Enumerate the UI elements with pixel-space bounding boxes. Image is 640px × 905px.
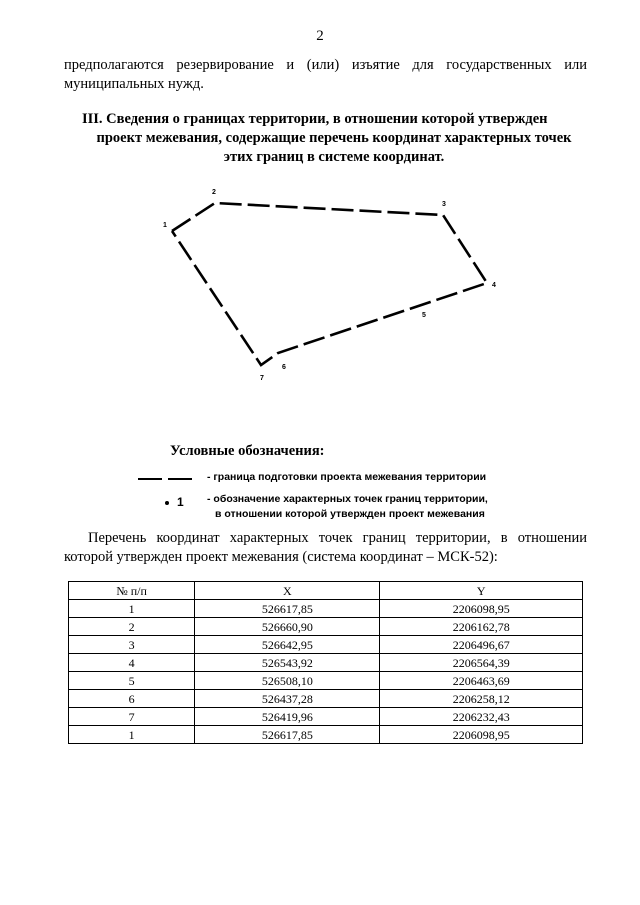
- cell-number: 1: [69, 600, 195, 618]
- point-dot-icon: [165, 501, 169, 505]
- section-heading-line-1: III. Сведения о границах территории, в отношении которой утвержден: [82, 111, 548, 127]
- table-row: [69, 618, 583, 636]
- cell-y: 2206496,67: [380, 636, 583, 654]
- legend-boundary-text: - граница подготовки проекта межевания территории: [207, 471, 487, 483]
- table-row: [69, 726, 583, 744]
- point-symbol-label: 1: [177, 495, 184, 509]
- cell-number: 2: [69, 618, 195, 636]
- section-heading-line-3: этих границ в системе координат.: [223, 149, 445, 165]
- intro-paragraph: предполагаются резервирование и (или) изъятие для государственных или муниципальных нужд.: [64, 57, 587, 92]
- cell-x: 526660,90: [195, 618, 380, 636]
- table-row: [69, 600, 583, 618]
- cell-number: 5: [69, 672, 195, 690]
- legend-points-text: [207, 492, 537, 522]
- cell-y: 2206098,95: [380, 600, 583, 618]
- header-y: Y: [380, 582, 583, 600]
- point-label-6: 6: [282, 364, 286, 371]
- legend-points-line-2: в отношении которой утвержден проект межевания: [215, 508, 485, 520]
- cell-number: 7: [69, 708, 195, 726]
- point-label-4: 4: [492, 282, 496, 289]
- cell-x: 526642,95: [195, 636, 380, 654]
- table-row: [69, 690, 583, 708]
- table-row: [69, 654, 583, 672]
- cell-x: 526508,10: [195, 672, 380, 690]
- cell-number: 3: [69, 636, 195, 654]
- cell-y: 2206463,69: [380, 672, 583, 690]
- boundary-line: [172, 203, 487, 365]
- cell-x: 526617,85: [195, 726, 380, 744]
- point-label-1: 1: [163, 222, 167, 229]
- cell-number: 4: [69, 654, 195, 672]
- legend-points-line-1: - обозначение характерных точек границ территории,: [207, 493, 488, 505]
- cell-x: 526617,85: [195, 600, 380, 618]
- coordinates-table: [68, 581, 583, 744]
- page-number: 2: [316, 28, 324, 44]
- boundary-diagram: [150, 183, 510, 388]
- cell-x: 526419,96: [195, 708, 380, 726]
- cell-number: 1: [69, 726, 195, 744]
- point-label-7: 7: [260, 375, 264, 382]
- header-x: X: [195, 582, 380, 600]
- table-header-row: [69, 582, 583, 600]
- point-label-3: 3: [442, 201, 446, 208]
- cell-y: 2206564,39: [380, 654, 583, 672]
- section-heading: [64, 110, 604, 167]
- cell-y: 2206162,78: [380, 618, 583, 636]
- table-row: [69, 672, 583, 690]
- boundary-line-symbol: [138, 478, 198, 480]
- table-row: [69, 636, 583, 654]
- point-label-5: 5: [422, 312, 426, 319]
- cell-y: 2206232,43: [380, 708, 583, 726]
- section-heading-line-2: проект межевания, содержащие перечень координат характерных точек: [96, 130, 572, 146]
- point-symbol: [165, 495, 184, 509]
- header-number: № п/п: [69, 582, 195, 600]
- cell-x: 526437,28: [195, 690, 380, 708]
- coordinates-intro: Перечень координат характерных точек границ территории, в отношении которой утвержден проект межевания (система координат – МСК-52):: [64, 530, 587, 565]
- cell-number: 6: [69, 690, 195, 708]
- cell-x: 526543,92: [195, 654, 380, 672]
- table-row: [69, 708, 583, 726]
- cell-y: 2206258,12: [380, 690, 583, 708]
- legend-title: Условные обозначения:: [170, 443, 325, 459]
- point-label-2: 2: [212, 189, 216, 196]
- cell-y: 2206098,95: [380, 726, 583, 744]
